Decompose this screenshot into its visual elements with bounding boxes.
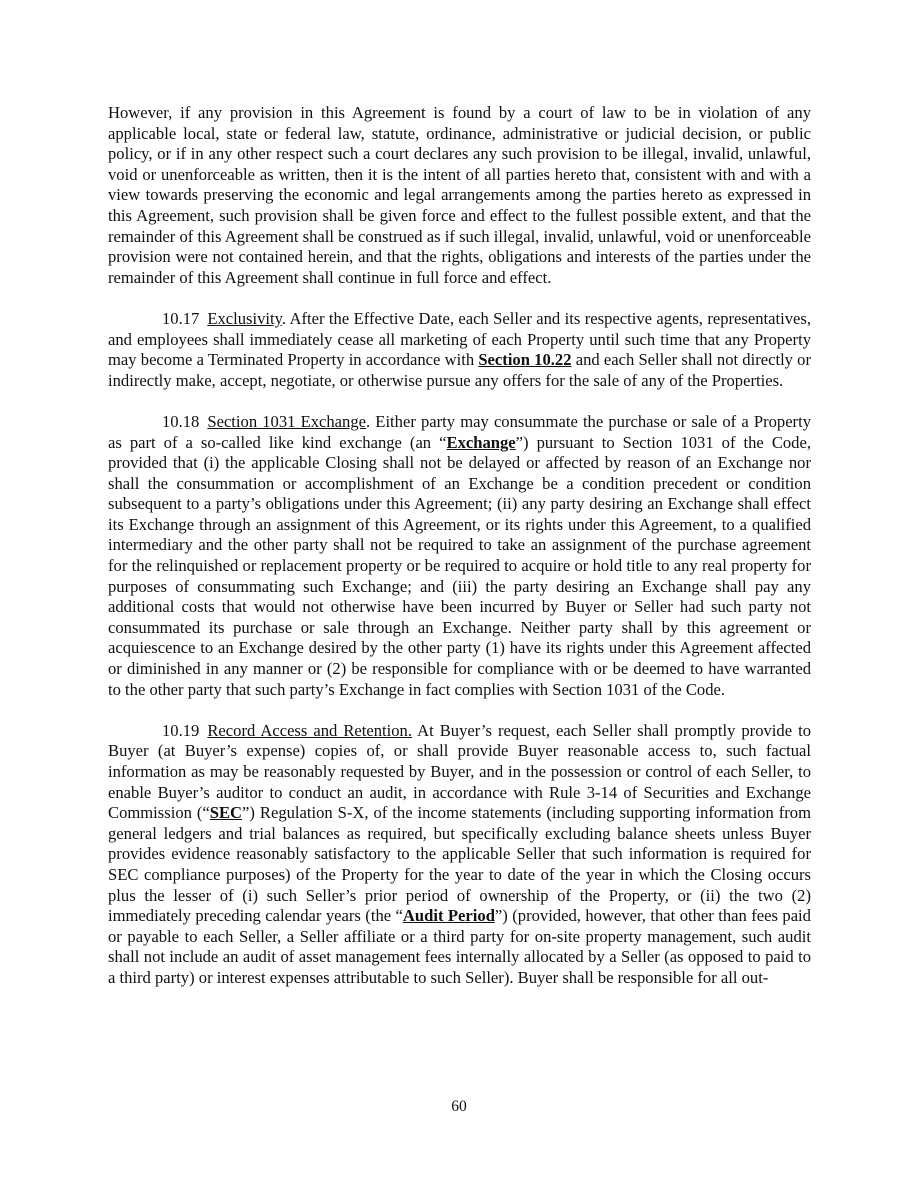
section-text: and each Seller shall not directly or indirectly make, accept, negotiate, or otherwise pursue any offers for the sale of any of the Properties. xyxy=(108,350,812,390)
section-10-17-exclusivity xyxy=(108,309,811,391)
section-text: ”) (provided, however, that other than fees paid or payable to each Seller, a Seller affiliate or a third party for on-site property management, such audit shall not include an audit of asset management fees internally allocated by a Seller (as opposed to paid to a third party) or interest expenses attributable to such Seller). Buyer shall be responsible for all out- xyxy=(108,906,811,987)
section-heading: Record Access and Retention. xyxy=(207,720,413,740)
section-text: ”) Regulation S-X, of the income statements (including supporting information from general ledgers and trial balances as required, but specifically excluding balance sheets unless Buyer provides evidence reasonably satisfactory to the applicable Seller that such information is required for SEC compliance purposes) of the Property for the year to date of the year in which the Closing occurs plus the lesser of (i) such Seller’s prior period of ownership of the Property, or (ii) the two (2) immediately preceding calendar years (the “ xyxy=(108,803,811,926)
document-page xyxy=(108,103,811,1009)
defined-term: SEC xyxy=(209,803,243,823)
defined-term: Exchange xyxy=(446,432,516,452)
section-10-19-record-access xyxy=(108,721,811,989)
section-text: . Either party may consummate the purchase or sale of a Property as part of a so-called like kind exchange (an “ xyxy=(108,411,811,452)
section-number: 10.19 xyxy=(162,720,200,740)
section-heading: Exclusivity xyxy=(207,308,282,328)
section-10-18-exchange xyxy=(108,412,811,700)
page-number: 60 xyxy=(451,1098,467,1115)
section-text: ”) pursuant to Section 1031 of the Code, provided that (i) the applicable Closing shall not be delayed or affected by reason of an Exchange nor shall the consummation or accomplishment of an Exchange be a condition precedent or condition subsequent to a party’s obligations under this Agreement; (ii) any party desiring an Exchange shall effect its Exchange through an assignment of this Agreement, or its rights under this Agreement, to a qualified intermediary and the other party shall not be required to take an assignment of the purchase agreement for the relinquished or replacement property or be required to acquire or hold title to any real property for purposes of consummating such Exchange; and (iii) the party desiring an Exchange shall pay any additional costs that would not otherwise have been incurred by Buyer or Seller had such party not consummated its purchase or sale through an Exchange. Neither party shall by this agreement or acquiescence to an Exchange desired by the other party (1) have its rights under this Agreement affected or diminished in any manner or (2) be responsible for compliance with or be deemed to have warranted to the other party that such party’s Exchange in fact complies with Section 1031 of the Code. xyxy=(108,432,811,699)
section-text: . After the Effective Date, each Seller and its respective agents, representatives, and employees shall immediately cease all marketing of each Property until such time that any Property may become a Terminated Property in accordance with xyxy=(108,308,811,370)
paragraph-severability-continued xyxy=(108,103,811,288)
defined-term: Audit Period xyxy=(402,906,495,926)
section-number: 10.17 xyxy=(162,308,200,328)
section-text: At Buyer’s request, each Seller shall promptly provide to Buyer (at Buyer’s expense) copies of, or shall provide Buyer reasonable access to, such factual information as may be reasonably requested by Buyer, and in the possession or control of each Seller, to enable Buyer’s auditor to conduct an audit, in accordance with Rule 3-14 of Securities and Exchange Commission (“ xyxy=(108,720,811,823)
paragraph-text: However, if any provision in this Agreement is found by a court of law to be in violation of any applicable local, state or federal law, statute, ordinance, administrative or judicial decision, or public policy, or if in any other respect such a court declares any such provision to be illegal, invalid, unlawful, void or unenforceable as written, then it is the intent of all parties hereto that, consistent with and with a view towards preserving the economic and legal arrangements among the parties hereto as expressed in this Agreement, such provision shall be given force and effect to the fullest possible extent, and that the remainder of this Agreement shall be construed as if such illegal, invalid, unlawful, void or unenforceable provision were not contained herein, and that the rights, obligations and interests of the parties under the remainder of this Agreement shall continue in full force and effect. xyxy=(108,103,811,287)
section-number: 10.18 xyxy=(162,411,200,431)
section-heading: Section 1031 Exchange xyxy=(207,411,367,431)
section-reference: Section 10.22 xyxy=(478,350,572,370)
